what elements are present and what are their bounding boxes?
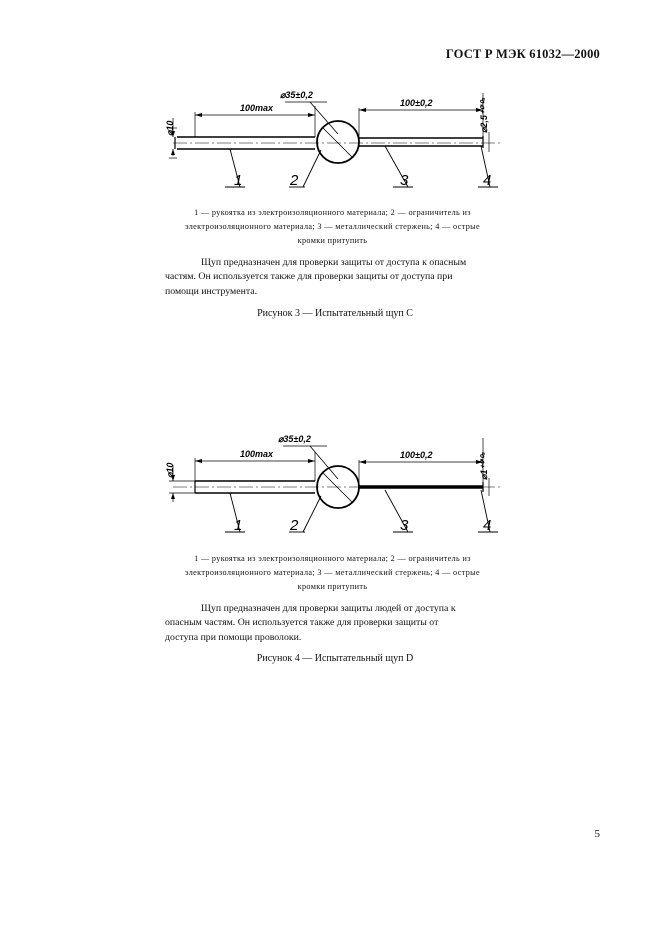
figure-3-legend	[165, 206, 500, 248]
description-line: Щуп предназначен для проверки защиты людей от доступа к	[201, 603, 456, 614]
description-line: Щуп предназначен для проверки защиты от доступа к опасным	[201, 257, 467, 268]
handle-length-dim: 100max	[240, 449, 274, 459]
probe-c-diagram	[165, 88, 505, 188]
handle-diameter-dim: ⌀10	[165, 462, 175, 478]
label-1: 1	[234, 172, 243, 189]
description-line: доступа при помощи проволоки.	[165, 631, 302, 643]
standard-header: ГОСТ Р МЭК 61032—2000	[445, 47, 600, 61]
label-4: 4	[483, 172, 492, 189]
description-line: опасным частям. Он используется также для проверки защиты от	[165, 617, 439, 629]
label-3: 3	[400, 517, 409, 534]
label-2: 2	[290, 517, 299, 534]
figure-4-caption: Рисунок 4 — Испытательный щуп D	[256, 653, 414, 664]
label-4: 4	[483, 517, 492, 534]
figure-3-caption: Рисунок 3 — Испытательный щуп С	[257, 308, 413, 319]
handle-diameter-dim: ⌀10	[165, 120, 175, 136]
rod-diameter-dim: ⌀1⁺⁰'⁰⁵	[479, 451, 489, 480]
probe-d-diagram	[165, 432, 505, 532]
legend-line: кромки притупить	[297, 236, 368, 245]
legend-line: кромки притупить	[297, 582, 368, 591]
label-2: 2	[290, 172, 299, 189]
guard-circle	[317, 121, 359, 163]
legend-line: 1 — рукоятка из электроизоляционного материала; 2 — ограничитель из	[194, 208, 471, 217]
page-number: 5	[594, 828, 600, 840]
figure-4-drawing	[165, 432, 505, 532]
figure-4-description	[165, 602, 502, 645]
figure-3-description	[165, 256, 502, 299]
rod-diameter-dim: ⌀2,5⁺⁰'⁰⁵	[479, 97, 489, 133]
rod-length-dim: 100±0,2	[400, 450, 433, 460]
guard-diameter-dim: ⌀35±0,2	[280, 90, 313, 100]
rod-length-dim: 100±0,2	[400, 98, 433, 108]
label-1: 1	[234, 517, 243, 534]
guard-diameter-dim: ⌀35±0,2	[278, 434, 311, 444]
legend-line: электроизоляционного материала; 3 — металлический стержень; 4 — острые	[185, 568, 480, 577]
description-line: частям. Он используется также для проверки защиты от доступа при	[165, 271, 453, 283]
description-line: помощи инструмента.	[165, 285, 258, 297]
figure-3-drawing	[165, 88, 505, 188]
figure-4-legend	[165, 552, 500, 594]
handle-length-dim: 100max	[240, 103, 274, 113]
legend-line: 1 — рукоятка из электроизоляционного материала; 2 — ограничитель из	[194, 554, 471, 563]
legend-line: электроизоляционного материала; 3 — металлический стержень; 4 — острые	[185, 222, 480, 231]
label-3: 3	[400, 172, 409, 189]
